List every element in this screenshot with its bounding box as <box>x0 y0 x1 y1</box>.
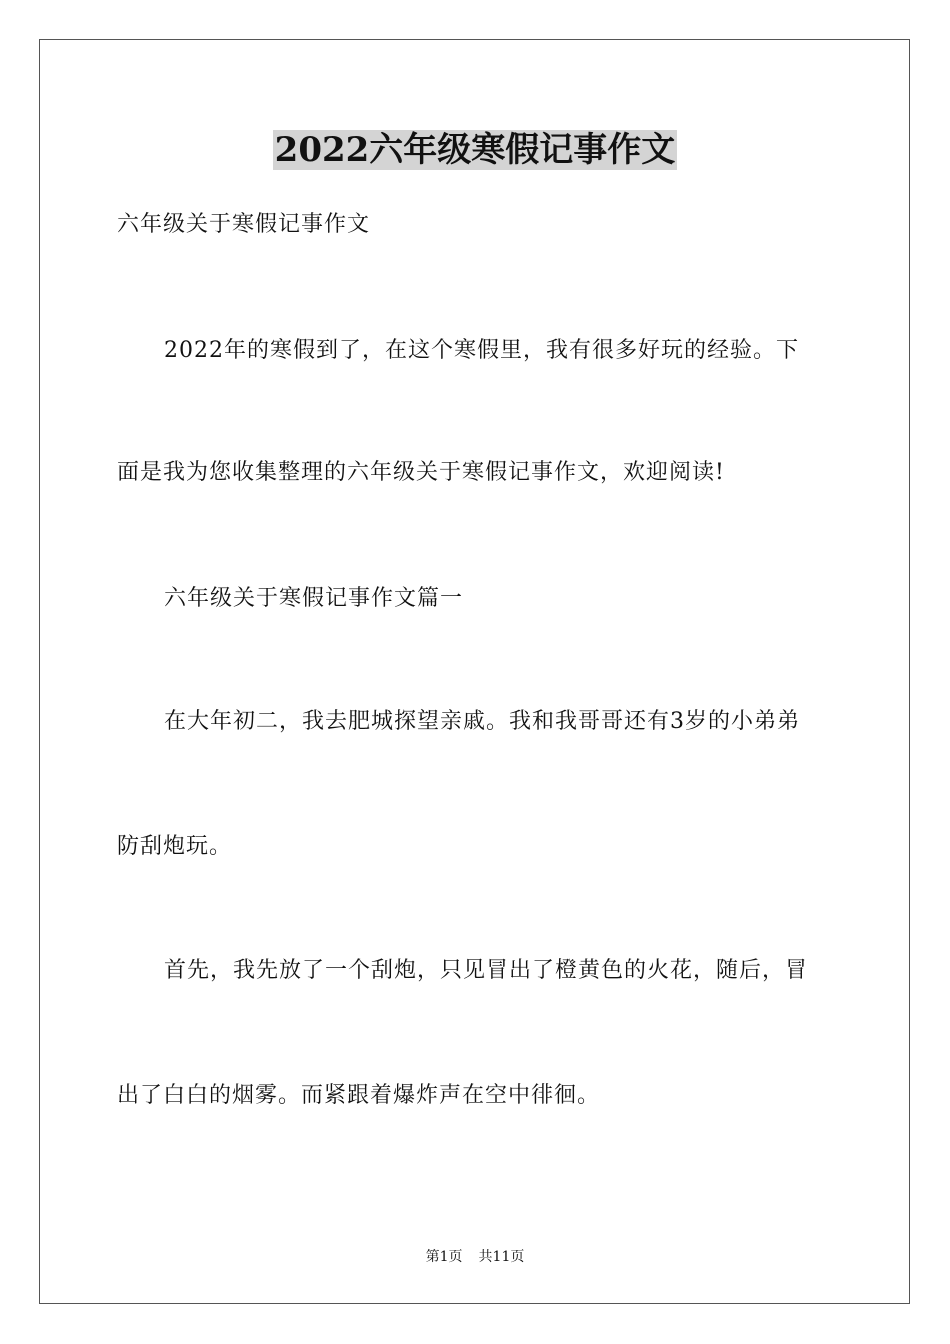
paragraph-line: 出了白白的烟雾。而紧跟着爆炸声在空中徘徊。 <box>117 1083 601 1108</box>
page-total: 共11页 <box>478 1249 525 1265</box>
paragraph-line: 2022年的寒假到了，在这个寒假里，我有很多好玩的经验。下 <box>164 338 799 363</box>
paragraph-line: 防刮炮玩。 <box>117 834 233 859</box>
document-subtitle: 六年级关于寒假记事作文 <box>117 212 371 237</box>
paragraph-line: 首先，我先放了一个刮炮，只见冒出了橙黄色的火花，随后，冒 <box>164 958 809 983</box>
page-footer <box>0 1248 950 1266</box>
page-number: 第1页 <box>425 1249 463 1265</box>
section-heading: 六年级关于寒假记事作文篇一 <box>164 586 464 611</box>
document-title <box>0 128 950 172</box>
paragraph-line: 在大年初二，我去肥城探望亲戚。我和我哥哥还有3岁的小弟弟 <box>164 709 800 734</box>
paragraph-line: 面是我为您收集整理的六年级关于寒假记事作文，欢迎阅读! <box>117 460 725 485</box>
document-title-text: 2022六年级寒假记事作文 <box>274 130 676 170</box>
